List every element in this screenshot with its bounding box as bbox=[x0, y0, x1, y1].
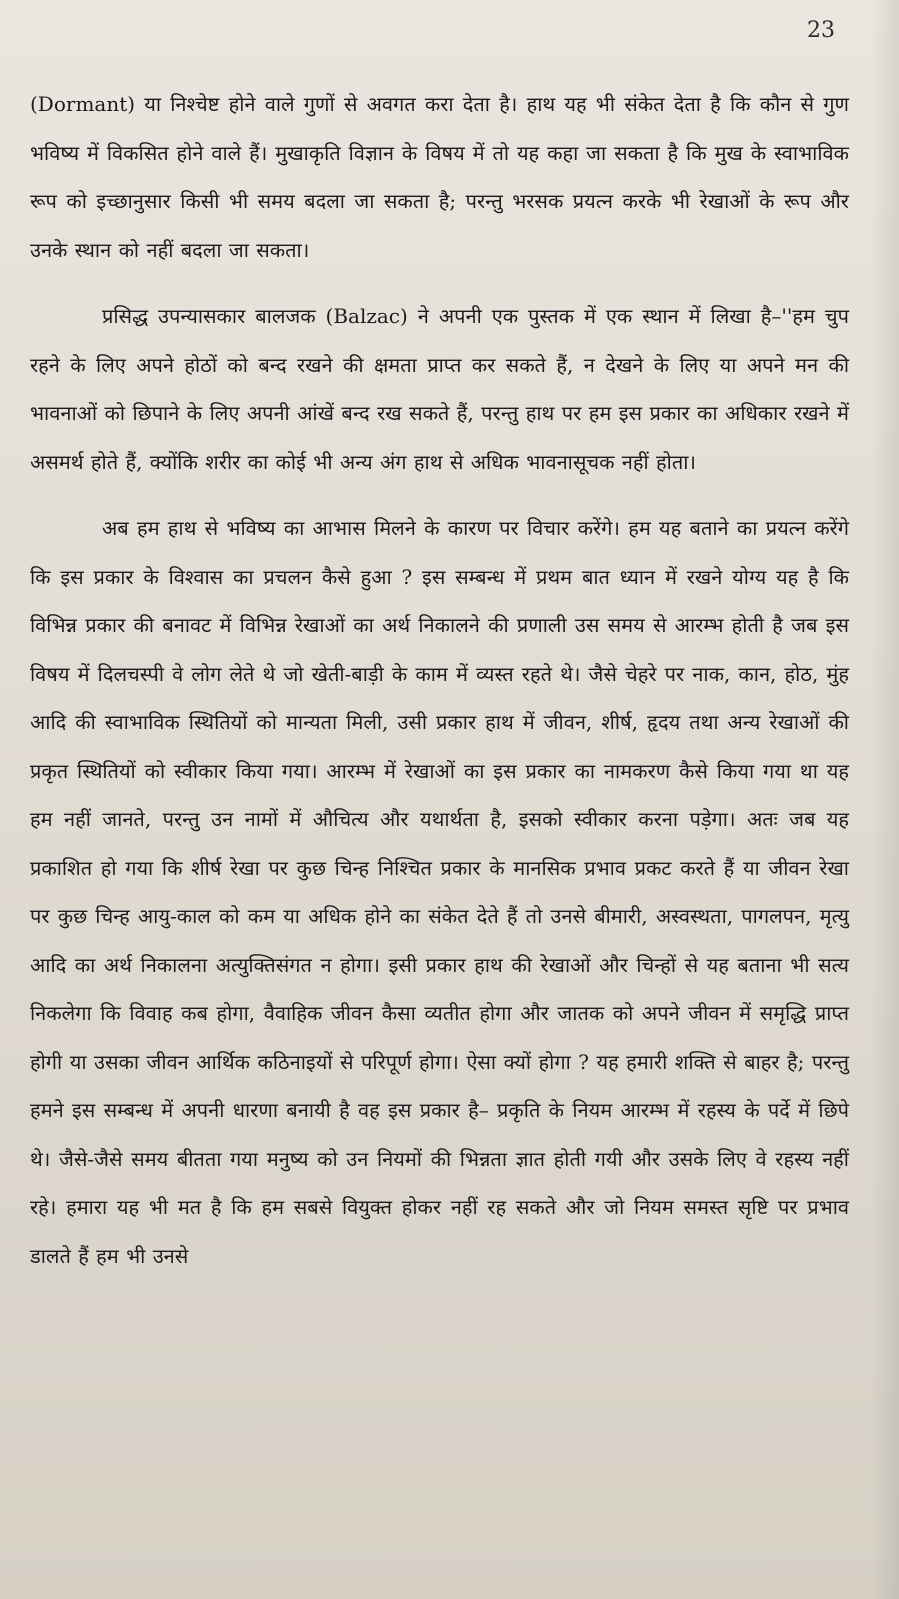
page-shadow bbox=[871, 0, 899, 1599]
paragraph-3: अब हम हाथ से भविष्य का आभास मिलने के कारण पर विचार करेंगे। हम यह बताने का प्रयत्न करेंगे कि इस प्रकार के विश्वास का प्रचलन कैसे हुआ ? इस सम्बन्ध में प्रथम बात ध्यान में रखने योग्य यह है कि विभिन्न प्रकार की बनावट में विभिन्न रेखाओं का अर्थ निकालने की प्रणाली उस समय से आरम्भ होती है जब इस विषय में दिलचस्पी वे लोग लेते थे जो खेती-बाड़ी के काम में व्यस्त रहते थे। जैसे चेहरे पर नाक, कान, होठ, मुंह आदि की स्वाभाविक स्थितियों को मान्यता मिली, उसी प्रकार हाथ में जीवन, शीर्ष, हृदय तथा अन्य रेखाओं की प्रकृत स्थितियों को स्वीकार किया गया। आरम्भ में रेखाओं का इस प्रकार का नामकरण कैसे किया गया था यह हम नहीं जानते, परन्तु उन नामों में औचित्य और यथार्थता है, इसको स्वीकार करना पड़ेगा। अतः जब यह प्रकाशित हो गया कि शीर्ष रेखा पर कुछ चिन्ह निश्चित प्रकार के मानसिक प्रभाव प्रकट करते हैं या जीवन रेखा पर कुछ चिन्ह आयु-काल को कम या अधिक होने का संकेत देते हैं तो उनसे बीमारी, अस्वस्थता, पागलपन, मृत्यु आदि का अर्थ निकालना अत्युक्तिसंगत न होगा। इसी प्रकार हाथ की रेखाओं और चिन्हों से यह बताना भी सत्य निकलेगा कि विवाह कब होगा, वैवाहिक जीवन कैसा व्यतीत होगा और जातक को अपने जीवन में समृद्धि प्राप्त होगी या उसका जीवन आर्थिक कठिनाइयों से परिपूर्ण होगा। ऐसा क्यों होगा ? यह हमारी शक्ति से बाहर है; परन्तु हमने इस सम्बन्ध में अपनी धारणा बनायी है वह इस प्रकार है– प्रकृति के नियम आरम्भ में रहस्य के पर्दे में छिपे थे। जैसे-जैसे समय बीतता गया मनुष्य को उन नियमों की भिन्नता ज्ञात होती गयी और उसके लिए वे रहस्य नहीं रहे। हमारा यह भी मत है कि हम सबसे वियुक्त होकर नहीं रह सकते और जो नियम समस्त सृष्टि पर प्रभाव डालते हैं हम भी उनसे bbox=[30, 516, 849, 1268]
paragraph-1: (Dormant) या निश्चेष्ट होने वाले गुणों से अवगत करा देता है। हाथ यह भी संकेत देता है कि कौन से गुण भविष्य में विकसित होने वाले हैं। मुखाकृति विज्ञान के विषय में तो यह कहा जा सकता है कि मुख के स्वाभाविक रूप को इच्छानुसार किसी भी समय बदला जा सकता है; परन्तु भरसक प्रयत्न करके भी रेखाओं के रूप और उनके स्थान को नहीं बदला जा सकता। bbox=[30, 92, 849, 262]
page-number: 23 bbox=[807, 18, 835, 43]
paragraph-2: प्रसिद्ध उपन्यासकार बालजक (Balzac) ने अपनी एक पुस्तक में एक स्थान में लिखा है–''हम चुप रहने के लिए अपने होठों को बन्द रखने की क्षमता प्राप्त कर सकते हैं, न देखने के लिए या अपने मन की भावनाओं को छिपाने के लिए अपनी आंखें बन्द रख सकते हैं, परन्तु हाथ पर हम इस प्रकार का अधिकार रखने में असमर्थ होते हैं, क्योंकि शरीर का कोई भी अन्य अंग हाथ से अधिक भावनासूचक नहीं होता। bbox=[30, 304, 849, 474]
